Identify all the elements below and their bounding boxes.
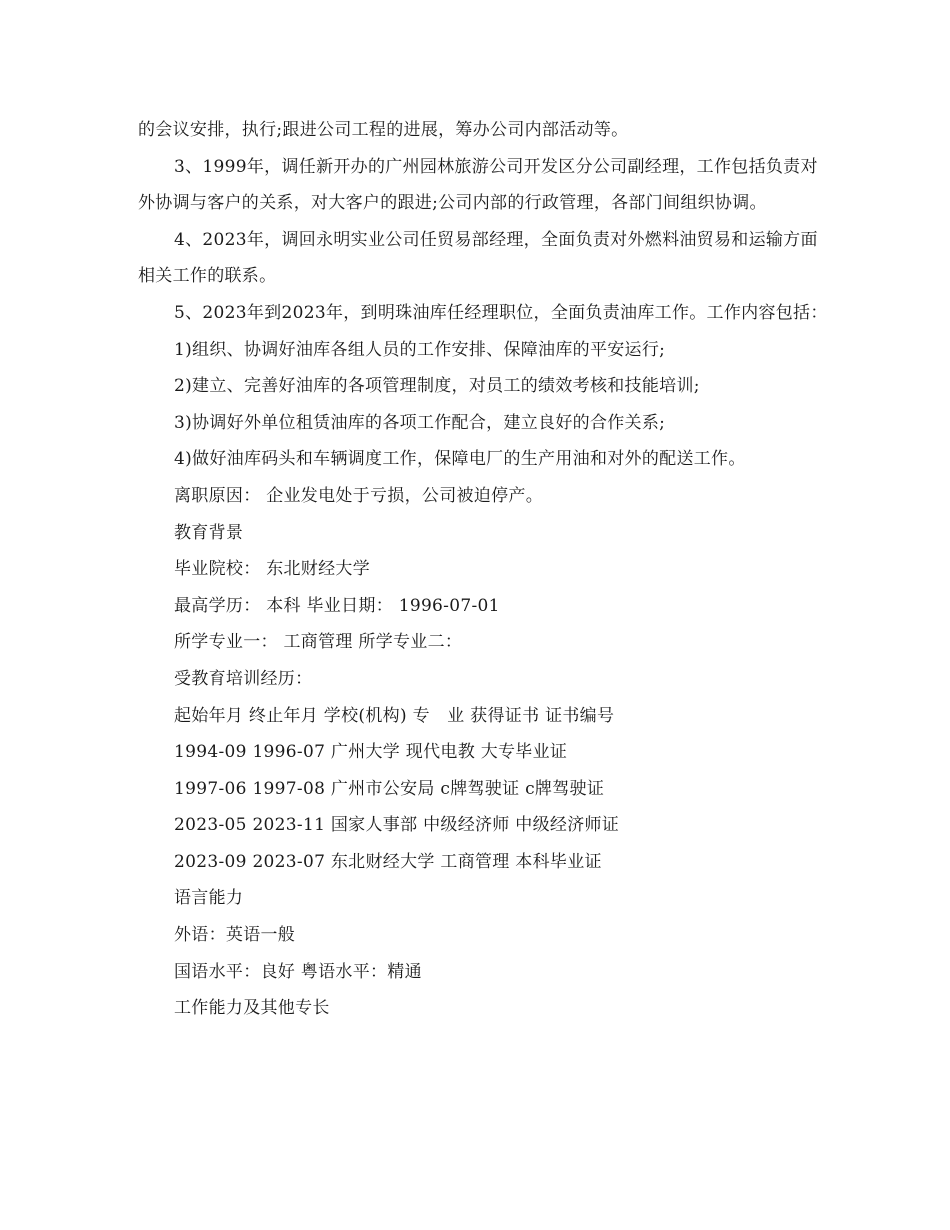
work-history-continued-line: 的会议安排，执行;跟进公司工程的进展，筹办公司内部活动等。 xyxy=(138,120,629,140)
training-row-2: 1997-06 1997-08 广州市公安局 c牌驾驶证 c牌驾驶证 xyxy=(174,778,605,799)
leave-reason: 离职原因： 企业发电处于亏损，公司被迫停产。 xyxy=(174,485,544,506)
language-foreign: 外语：英语一般 xyxy=(174,925,296,946)
training-row-1: 1994-09 1996-07 广州大学 现代电教 大专毕业证 xyxy=(174,742,568,763)
training-table-header: 起始年月 终止年月 学校(机构) 专 业 获得证书 证书编号 xyxy=(174,705,615,726)
work-history-entry-5: 5、2023年到2023年，到明珠油库任经理职位，全面负责油库工作。工作内容包括： xyxy=(174,302,828,323)
work-history-entry-4: 4、2023年，调回永明实业公司任贸易部经理，全面负责对外燃料油贸易和运输方面相关工作的联系。 xyxy=(138,229,818,287)
work-history-entry-3: 3、1999年，调任新开办的广州园林旅游公司开发区分公司副经理，工作包括负责对外协调与客户的关系，对大客户的跟进;公司内部的行政管理，各部门间组织协调。 xyxy=(138,156,818,214)
training-row-4: 2023-09 2023-07 东北财经大学 工商管理 本科毕业证 xyxy=(174,851,602,872)
duty-item-1: 1)组织、协调好油库各组人员的工作安排、保障油库的平安运行; xyxy=(174,339,666,360)
education-heading: 教育背景 xyxy=(174,522,244,543)
duty-item-2: 2)建立、完善好油库的各项管理制度，对员工的绩效考核和技能培训; xyxy=(174,376,700,397)
training-row-3: 2023-05 2023-11 国家人事部 中级经济师 中级经济师证 xyxy=(174,815,620,836)
language-dialects: 国语水平：良好 粤语水平：精通 xyxy=(174,961,422,982)
duty-item-3: 3)协调好外单位租赁油库的各项工作配合，建立良好的合作关系; xyxy=(174,412,666,433)
resume-document xyxy=(138,112,828,1027)
language-heading: 语言能力 xyxy=(174,888,244,909)
education-majors: 所学专业一： 工商管理 所学专业二： xyxy=(174,632,463,653)
duty-item-4: 4)做好油库码头和车辆调度工作，保障电厂的生产用油和对外的配送工作。 xyxy=(174,449,746,470)
training-heading: 受教育培训经历： xyxy=(174,668,313,689)
education-degree: 最高学历： 本科 毕业日期： 1996-07-01 xyxy=(174,595,500,616)
skills-heading: 工作能力及其他专长 xyxy=(174,998,330,1019)
education-school: 毕业院校： 东北财经大学 xyxy=(174,559,371,580)
